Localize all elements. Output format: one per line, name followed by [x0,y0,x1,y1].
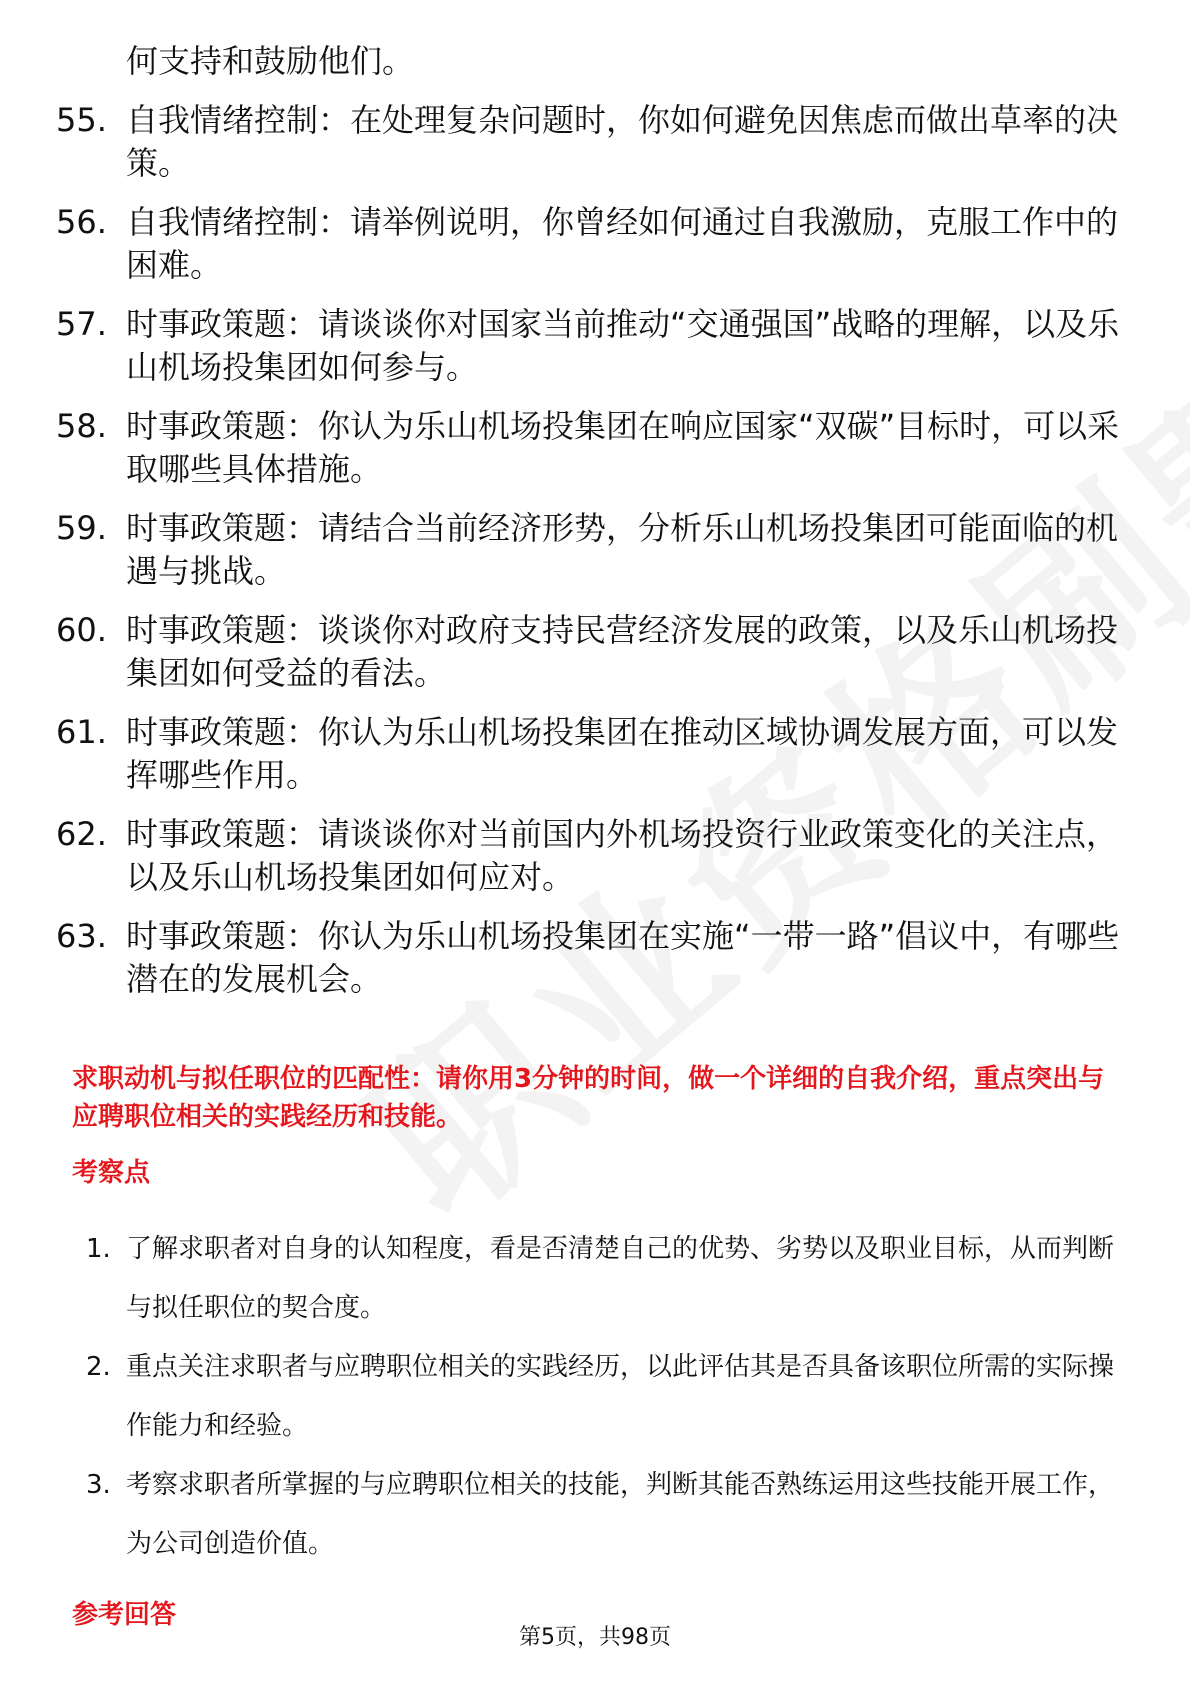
question-text: 自我情绪控制：请举例说明，你曾经如何通过自我激励，克服工作中的困难。 [126,203,1119,284]
question-number: 60. [56,611,107,649]
question-text: 时事政策题：请谈谈你对当前国内外机场投资行业政策变化的关注点，以及乐山机场投集团如何应对。 [126,815,1119,896]
question-item [56,915,1136,1001]
question-item [56,609,1136,695]
question-number: 62. [56,815,107,853]
question-number: 63. [56,917,107,955]
point-text: 重点关注求职者与应聘职位相关的实践经历，以此评估其是否具备该职位所需的实际操作能力和经验。 [126,1352,1115,1441]
question-item [56,507,1136,593]
question-number: 61. [56,713,107,751]
question-item [56,303,1136,389]
point-text: 考察求职者所掌握的与应聘职位相关的技能，判断其能否熟练运用这些技能开展工作，为公司创造价值。 [126,1470,1115,1559]
point-text: 了解求职者对自身的认知程度，看是否清楚自己的优势、劣势以及职业目标，从而判断与拟任职位的契合度。 [126,1234,1115,1323]
question-number: 57. [56,305,107,343]
point-number: 3. [86,1470,111,1500]
question-number: 56. [56,203,107,241]
question-text: 何支持和鼓励他们。 [126,42,415,80]
assessment-points-list [86,1220,1126,1574]
question-item [56,40,1136,83]
question-text: 时事政策题：请谈谈你对国家当前推动“交通强国”战略的理解，以及乐山机场投集团如何参与。 [126,305,1120,386]
assessment-point [86,1338,1126,1456]
point-number: 1. [86,1234,111,1264]
point-number: 2. [86,1352,111,1382]
question-item [56,711,1136,797]
question-item [56,201,1136,287]
question-number: 58. [56,407,107,445]
section-title-assessment: 考察点 [72,1158,151,1188]
question-item [56,99,1136,185]
page-footer: 第5页，共98页 [519,1625,671,1650]
question-headline: 求职动机与拟任职位的匹配性：请你用3分钟的时间，做一个详细的自我介绍，重点突出与应聘职位相关的实践经历和技能。 [72,1064,1105,1132]
question-number: 55. [56,101,107,139]
question-number: 59. [56,509,107,547]
question-item [56,813,1136,899]
question-text: 自我情绪控制：在处理复杂问题时，你如何避免因焦虑而做出草率的决策。 [126,101,1119,182]
assessment-point [86,1220,1126,1338]
question-text: 时事政策题：请结合当前经济形势，分析乐山机场投集团可能面临的机遇与挑战。 [126,509,1119,590]
question-item [56,405,1136,491]
question-text: 时事政策题：谈谈你对政府支持民营经济发展的政策，以及乐山机场投集团如何受益的看法。 [126,611,1119,692]
section-title-reference-answer: 参考回答 [72,1600,177,1630]
question-text: 时事政策题：你认为乐山机场投集团在推动区域协调发展方面，可以发挥哪些作用。 [126,713,1119,794]
question-text: 时事政策题：你认为乐山机场投集团在响应国家“双碳”目标时，可以采取哪些具体措施。 [126,407,1120,488]
question-list [56,40,1136,1017]
assessment-point [86,1456,1126,1574]
question-text: 时事政策题：你认为乐山机场投集团在实施“一带一路”倡议中，有哪些潜在的发展机会。 [126,917,1120,998]
